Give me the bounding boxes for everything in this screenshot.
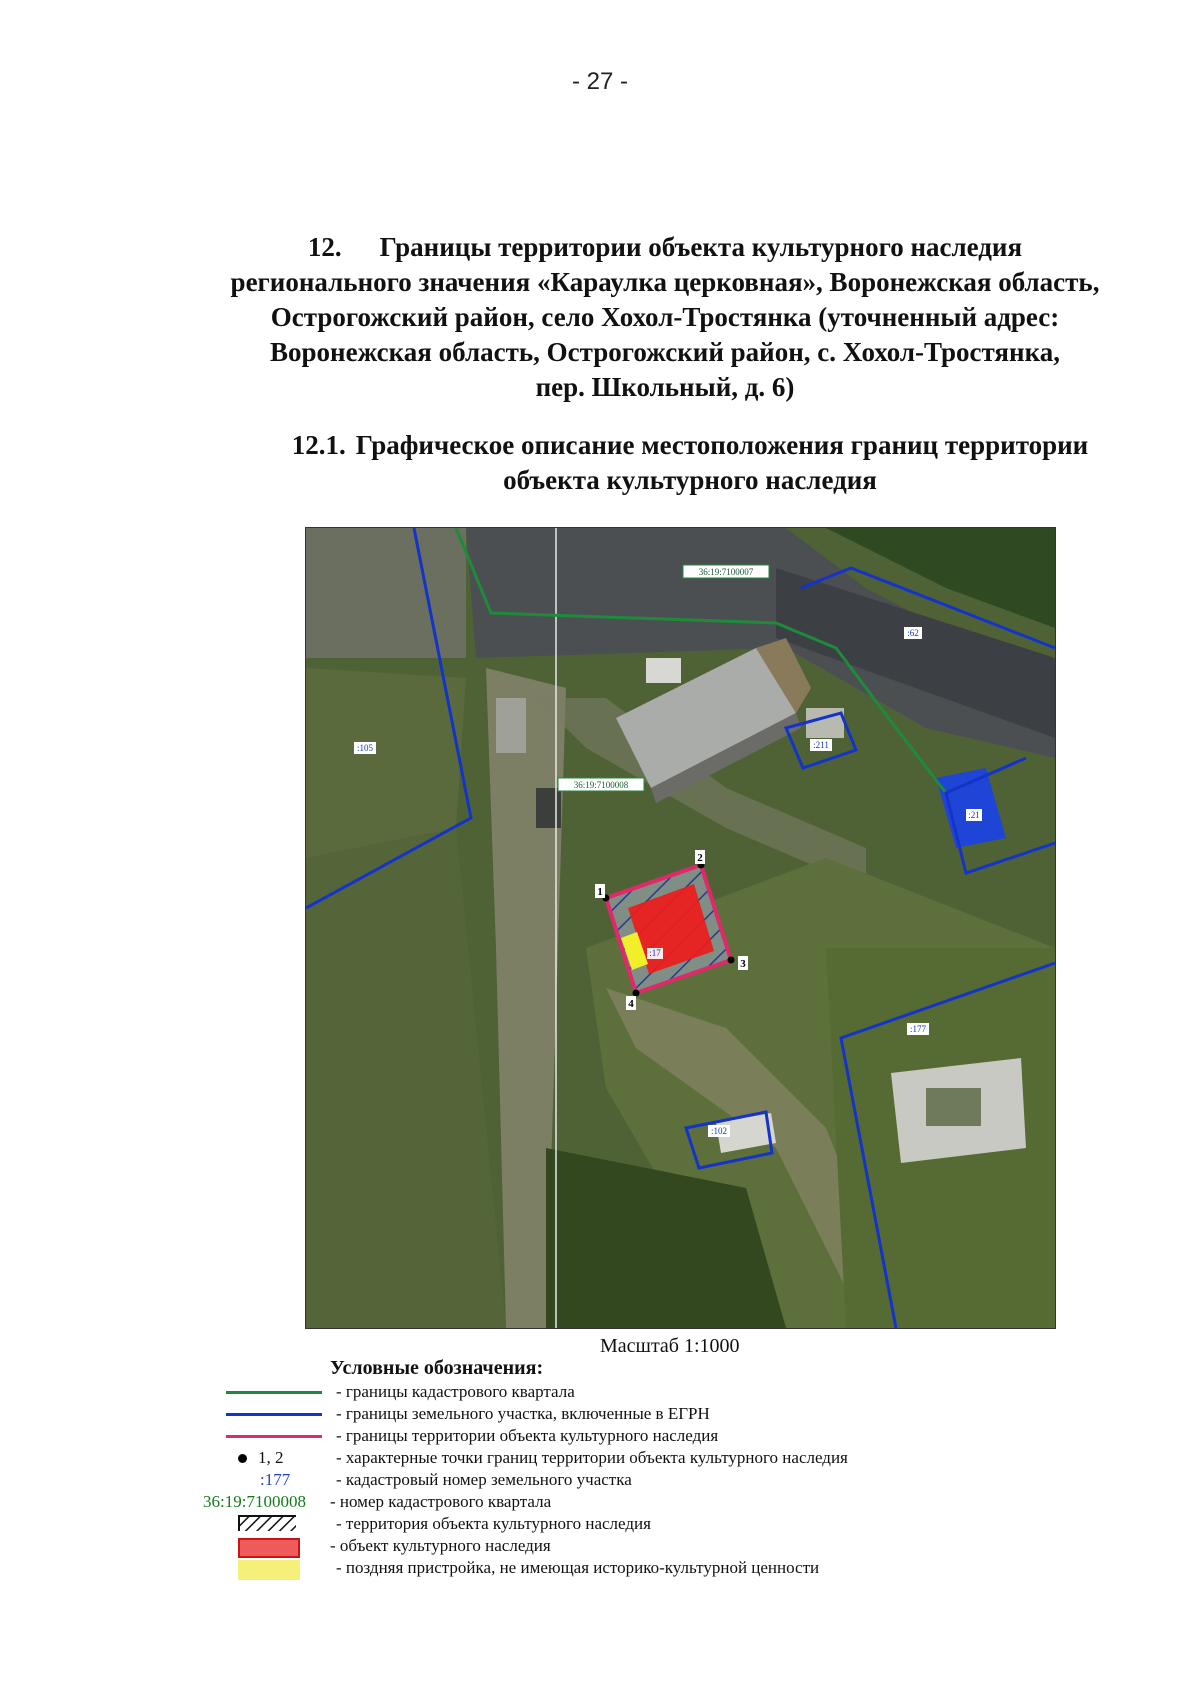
subsection-number: 12.1. (291, 430, 346, 460)
legend-item-parcel-border: - границы земельного участка, включенные в ЕГРН (0, 1403, 1200, 1425)
yellow-box-icon (238, 1560, 300, 1580)
parcel-label-21: :21 (968, 810, 980, 820)
parcel-label-17: :17 (649, 948, 661, 958)
legend-item-heritage-object: - объект культурного наследия (0, 1535, 1200, 1557)
legend-item-points: 1, 2 - характерные точки границ территории объекта культурного наследия (0, 1447, 1200, 1469)
section-number: 12. (307, 232, 342, 262)
point-4 (633, 990, 640, 997)
point-3 (728, 957, 735, 964)
legend-item-quarter-number: 36:19:7100008 - номер кадастрового квартала (203, 1492, 552, 1511)
cadastral-map (305, 527, 1056, 1329)
red-box-icon (238, 1538, 300, 1558)
point-label-2: 2 (697, 852, 703, 864)
parcel-label-102: :102 (710, 1126, 728, 1136)
legend-item-heritage-territory: - территория объекта культурного наследия (0, 1513, 1200, 1535)
legend-item-later-annex: - поздняя пристройка, не имеющая историко-культурной ценности (0, 1557, 1200, 1579)
subtitle-line-2: объекта культурного наследия (503, 465, 877, 495)
title-line-4: Воронежская область, Острогожский район, с. Хохол-Тростянка, (270, 337, 1060, 367)
blue-line-swatch (226, 1413, 322, 1416)
legend-title: Условные обозначения: (330, 1357, 544, 1379)
title-line-2: регионального значения «Караулка церковная», Воронежская область, (230, 267, 1100, 297)
quarter-label-7100007: 36:19:7100007 (698, 567, 754, 577)
parcel-label-177: :177 (909, 1024, 927, 1034)
parcel-label-62: :62 (907, 628, 919, 638)
point-dot-icon (238, 1454, 247, 1463)
title-line-3: Острогожский район, село Хохол-Тростянка (уточненный адрес: (270, 302, 1060, 332)
pink-line-swatch (226, 1435, 322, 1438)
point-label-4: 4 (628, 998, 634, 1010)
title-line-1: 12. Границы территории объекта культурного наследия (307, 232, 1023, 262)
legend-item-quarter-border: - границы кадастрового квартала (0, 1381, 1200, 1403)
legend-item-heritage-border: - границы территории объекта культурного наследия (0, 1425, 1200, 1447)
subtitle-line-1: 12.1. Графическое описание местоположения границ территории (291, 430, 1089, 460)
map-scale: Масштаб 1:1000 (600, 1335, 740, 1357)
green-line-swatch (226, 1391, 322, 1394)
section-title (200, 230, 1130, 405)
parcel-label-211: :211 (813, 740, 829, 750)
page-number: - 27 - (571, 68, 628, 95)
quarter-label-7100008: 36:19:7100008 (573, 780, 629, 790)
title-line-5: пер. Школьный, д. 6) (535, 372, 795, 402)
hatched-box-icon (238, 1515, 296, 1531)
subsection-title (250, 428, 1130, 498)
parcel-label-105: :105 (356, 743, 374, 753)
legend-item-parcel-number: :177 - кадастровый номер земельного участка (260, 1470, 632, 1489)
point-label-3: 3 (740, 958, 746, 970)
point-label-1: 1 (597, 886, 603, 898)
